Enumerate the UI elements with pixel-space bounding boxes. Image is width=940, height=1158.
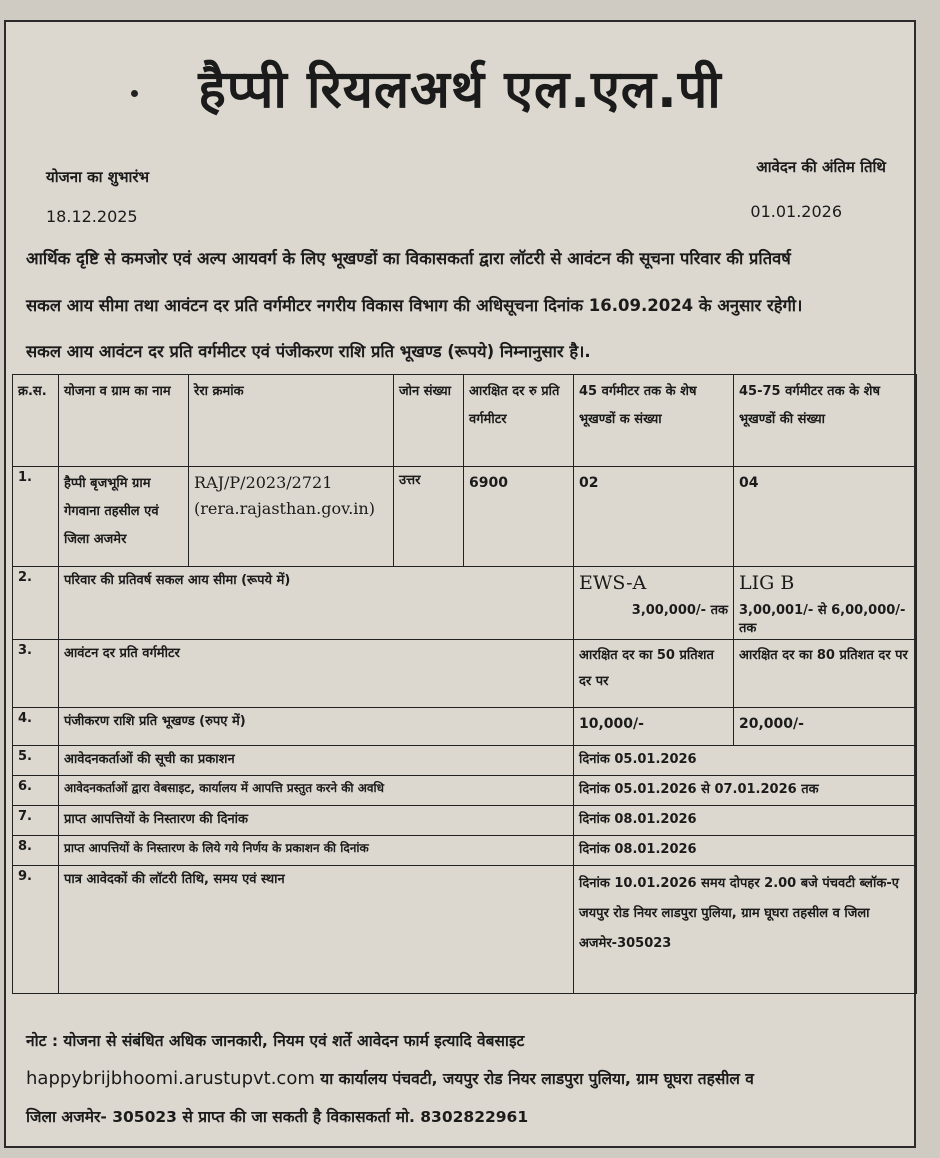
row7-sno: 7. xyxy=(13,806,59,836)
footer-office: या कार्यालय पंचवटी, जयपुर रोड नियर लाडपुरा पुलिया, ग्राम घूघरा तहसील व xyxy=(320,1070,754,1088)
table-row xyxy=(13,640,917,708)
details-table xyxy=(12,374,917,994)
start-date: 18.12.2025 xyxy=(46,207,138,226)
row8-sno: 8. xyxy=(13,836,59,866)
start-label: योजना का शुभारंभ xyxy=(46,168,150,186)
row1-plots75: 04 xyxy=(734,467,917,567)
row2-label: परिवार की प्रतिवर्ष सकल आय सीमा (रूपये में) xyxy=(59,567,574,640)
header-zone: जोन संख्या xyxy=(394,375,464,467)
row4-lig: 20,000/- xyxy=(734,708,917,746)
header-scheme: योजना व ग्राम का नाम xyxy=(59,375,189,467)
table-row xyxy=(13,836,917,866)
lig-heading: LIG B xyxy=(739,572,795,594)
table-row xyxy=(13,746,917,776)
table-row xyxy=(13,866,917,994)
intro-line-1: आर्थिक दृष्टि से कमजोर एवं अल्प आयवर्ग के लिए भूखण्डों का विकासकर्ता द्वारा लॉटरी से आवंटन की सूचना परिवार की प्रतिवर्ष xyxy=(26,249,791,268)
row9-value: दिनांक 10.01.2026 समय दोपहर 2.00 बजे पंचवटी ब्लॉक-ए जयपुर रोड नियर लाडपुरा पुलिया, ग्राम घूघरा तहसील व जिला अजमेर-305023 xyxy=(574,866,917,994)
ews-income: 3,00,000/- तक xyxy=(631,603,728,618)
table-row xyxy=(13,806,917,836)
row2-sno: 2. xyxy=(13,567,59,640)
row9-label: पात्र आवेदकों की लॉटरी तिथि, समय एवं स्थान xyxy=(59,866,574,994)
deadline-label: आवेदन की अंतिम तिथि xyxy=(756,158,886,176)
row6-label: आवेदनकर्ताओं द्वारा वेबसाइट, कार्यालय में आपत्ति प्रस्तुत करने की अवधि xyxy=(59,776,574,806)
table-header-row xyxy=(13,375,917,467)
footer-line-2 xyxy=(26,1060,916,1098)
row3-sno: 3. xyxy=(13,640,59,708)
table-row xyxy=(13,567,917,640)
row1-rate: 6900 xyxy=(464,467,574,567)
intro-line-3: सकल आय आवंटन दर प्रति वर्गमीटर एवं पंजीकरण राशि प्रति भूखण्ड (रूपये) निम्नानुसार है।. xyxy=(26,342,591,361)
row5-label: आवेदनकर्ताओं की सूची का प्रकाशन xyxy=(59,746,574,776)
row4-sno: 4. xyxy=(13,708,59,746)
row4-label: पंजीकरण राशि प्रति भूखण्ड (रुपए में) xyxy=(59,708,574,746)
header-sno: क्र.स. xyxy=(13,375,59,467)
row8-label: प्राप्त आपत्तियों के निस्तारण के लिये गये निर्णय के प्रकाशन की दिनांक xyxy=(59,836,574,866)
ews-heading: EWS-A xyxy=(579,572,647,594)
intro-line-2: सकल आय सीमा तथा आवंटन दर प्रति वर्गमीटर नगरीय विकास विभाग की अधिसूचना दिनांक 16.09.2024 के अनुसार रहेगी। xyxy=(26,296,803,315)
lig-income: 3,00,001/- से 6,00,000/- तक xyxy=(739,603,906,636)
table-row xyxy=(13,776,917,806)
footer-line-3: जिला अजमेर- 305023 से प्राप्त की जा सकती है विकासकर्ता मो. 8302822961 xyxy=(26,1108,529,1126)
rera-site: (rera.rajasthan.gov.in) xyxy=(194,499,375,518)
header-plots45: 45 वर्गमीटर तक के शेष भूखण्डों क संख्या xyxy=(574,375,734,467)
row3-ews: आरक्षित दर का 50 प्रतिशत दर पर xyxy=(574,640,734,708)
rera-number: RAJ/P/2023/2721 xyxy=(194,473,333,492)
row5-value: दिनांक 05.01.2026 xyxy=(574,746,917,776)
notice xyxy=(4,20,916,1148)
table-row xyxy=(13,467,917,567)
deadline-date: 01.01.2026 xyxy=(750,202,842,221)
row8-value: दिनांक 08.01.2026 xyxy=(574,836,917,866)
row6-sno: 6. xyxy=(13,776,59,806)
footer-note: नोट : योजना से संबंधित अधिक जानकारी, नियम एवं शर्ते आवेदन फार्म इत्यादि वेबसाइट xyxy=(26,1032,525,1050)
row7-label: प्राप्त आपत्तियों के निस्तारण की दिनांक xyxy=(59,806,574,836)
notice-title: हैप्पी रियलअर्थ एल.एल.पी xyxy=(198,60,722,120)
row7-value: दिनांक 08.01.2026 xyxy=(574,806,917,836)
row2-ews xyxy=(574,567,734,640)
header-rera: रेरा क्रमांक xyxy=(189,375,394,467)
row1-rera xyxy=(189,467,394,567)
row2-lig xyxy=(734,567,917,640)
row1-scheme: हैप्पी बृजभूमि ग्राम गेगवाना तहसील एवं जिला अजमेर xyxy=(59,467,189,567)
row9-sno: 9. xyxy=(13,866,59,994)
row6-value: दिनांक 05.01.2026 से 07.01.2026 तक xyxy=(574,776,917,806)
row1-plots45: 02 xyxy=(574,467,734,567)
header-rate: आरक्षित दर रु प्रति वर्गमीटर xyxy=(464,375,574,467)
row1-sno: 1. xyxy=(13,467,59,567)
website-link[interactable]: happybrijbhoomi.arustupvt.com xyxy=(26,1068,315,1089)
table-row xyxy=(13,708,917,746)
row3-label: आवंटन दर प्रति वर्गमीटर xyxy=(59,640,574,708)
header-plots75: 45-75 वर्गमीटर तक के शेष भूखण्डों की संख्या xyxy=(734,375,917,467)
row3-lig: आरक्षित दर का 80 प्रतिशत दर पर xyxy=(734,640,917,708)
row4-ews: 10,000/- xyxy=(574,708,734,746)
row1-zone: उत्तर xyxy=(394,467,464,567)
row5-sno: 5. xyxy=(13,746,59,776)
